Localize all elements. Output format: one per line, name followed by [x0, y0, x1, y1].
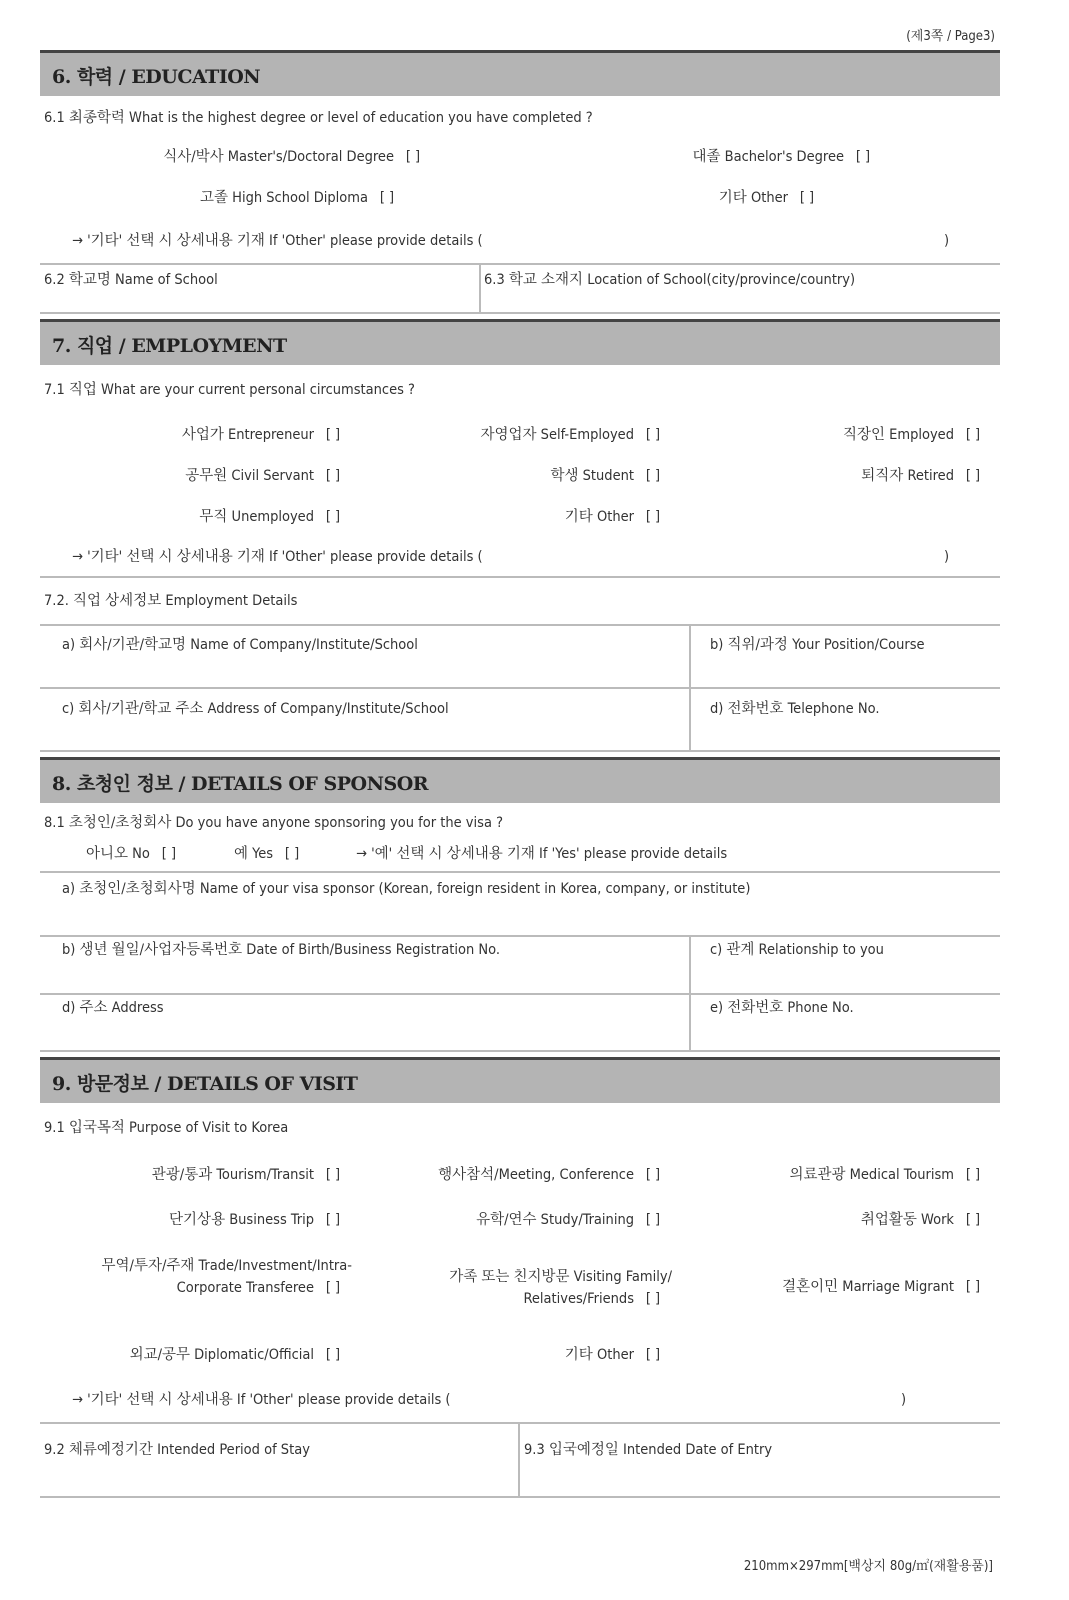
section-title: 9. 방문정보 / DETAILS OF VISIT [52, 1073, 358, 1095]
checkbox[interactable]: [ ] [965, 468, 981, 484]
field-sponsor-name[interactable]: a) 초청인/초청회사명 Name of your visa sponsor (Korean, foreign resident in Korea, company, or institute) [62, 881, 751, 897]
option-visiting-family[interactable]: Relatives/Friends [ ] [523, 1290, 672, 1308]
checkbox[interactable]: [ ] [645, 468, 661, 484]
other-details-close: ) [944, 549, 950, 565]
option-marriage-migrant[interactable]: 결혼이민 Marriage Migrant [ ] [782, 1278, 992, 1296]
option-other[interactable]: 기타 Other [ ] [719, 189, 826, 207]
other-details-close: ) [944, 233, 950, 249]
checkbox[interactable]: [ ] [325, 468, 341, 484]
option-student[interactable]: 학생 Student [ ] [550, 467, 672, 485]
option-other[interactable]: 기타 Other [ ] [565, 1346, 672, 1364]
other-details-close: ) [901, 1392, 907, 1408]
field-period-of-stay[interactable]: 9.2 체류예정기간 Intended Period of Stay [44, 1442, 310, 1458]
checkbox[interactable]: [ ] [325, 509, 341, 525]
option-civil-servant[interactable]: 공무원 Civil Servant [ ] [185, 467, 352, 485]
field-school-location[interactable]: 6.3 학교 소재지 Location of School(city/province/country) [484, 272, 856, 288]
other-details-label: → '기타' 선택 시 상세내용 If 'Other' please provide details ( [72, 1392, 451, 1408]
checkbox[interactable]: [ ] [645, 509, 661, 525]
checkbox[interactable]: [ ] [325, 427, 341, 443]
option-medical-tourism[interactable]: 의료관광 Medical Tourism [ ] [789, 1166, 992, 1184]
option-self-employed[interactable]: 자영업자 Self-Employed [ ] [481, 426, 672, 444]
section-title: 8. 초청인 정보 / DETAILS OF SPONSOR [52, 773, 429, 795]
option-study[interactable]: 유학/연수 Study/Training [ ] [476, 1211, 672, 1229]
question-6-1: 6.1 최종학력 What is the highest degree or level of education you have completed ? [44, 110, 593, 126]
checkbox[interactable]: [ ] [645, 1291, 661, 1307]
field-company-address[interactable]: c) 회사/기관/학교 주소 Address of Company/Institute/School [62, 701, 449, 717]
section-title: 6. 학력 / EDUCATION [52, 66, 261, 88]
checkbox[interactable]: [ ] [965, 427, 981, 443]
field-relationship[interactable]: c) 관계 Relationship to you [710, 942, 884, 958]
question-8-1: 8.1 초청인/초청회사 Do you have anyone sponsoring you for the visa ? [44, 815, 504, 831]
option-no[interactable]: 아니오 No [ ] [86, 845, 188, 863]
checkbox[interactable]: [ ] [645, 427, 661, 443]
checkbox[interactable]: [ ] [379, 190, 395, 206]
option-trade[interactable]: Corporate Transferee [ ] [177, 1279, 352, 1297]
option-diplomatic[interactable]: 외교/공무 Diplomatic/Official [ ] [130, 1346, 352, 1364]
option-retired[interactable]: 퇴직자 Retired [ ] [861, 467, 992, 485]
checkbox[interactable]: [ ] [325, 1280, 341, 1296]
question-7-2: 7.2. 직업 상세정보 Employment Details [44, 593, 298, 609]
option-business-trip[interactable]: 단기상용 Business Trip [ ] [169, 1211, 352, 1229]
option-meeting[interactable]: 행사참석/Meeting, Conference [ ] [438, 1166, 672, 1184]
checkbox[interactable]: [ ] [325, 1212, 341, 1228]
option-employed[interactable]: 직장인 Employed [ ] [843, 426, 992, 444]
checkbox[interactable]: [ ] [645, 1167, 661, 1183]
checkbox[interactable]: [ ] [645, 1347, 661, 1363]
question-7-1: 7.1 직업 What are your current personal circumstances ? [44, 382, 415, 398]
option-other[interactable]: 기타 Other [ ] [565, 508, 672, 526]
option-masters[interactable]: 식사/박사 Master's/Doctoral Degree [ ] [163, 148, 432, 166]
section-6-header [40, 50, 1000, 96]
checkbox[interactable]: [ ] [855, 149, 871, 165]
checkbox[interactable]: [ ] [965, 1212, 981, 1228]
other-details-label: → '기타' 선택 시 상세내용 기재 If 'Other' please provide details ( [72, 233, 483, 249]
question-9-1: 9.1 입국목적 Purpose of Visit to Korea [44, 1120, 289, 1136]
option-high-school[interactable]: 고졸 High School Diploma [ ] [200, 189, 406, 207]
field-company-name[interactable]: a) 회사/기관/학교명 Name of Company/Institute/School [62, 637, 418, 653]
yes-details-note: → '예' 선택 시 상세내용 기재 If 'Yes' please provide details [356, 846, 728, 862]
option-entrepreneur[interactable]: 사업가 Entrepreneur [ ] [182, 426, 352, 444]
field-sponsor-address[interactable]: d) 주소 Address [62, 1000, 164, 1016]
checkbox[interactable]: [ ] [325, 1167, 341, 1183]
option-trade-line1: 무역/투자/주재 Trade/Investment/Intra- [101, 1258, 352, 1274]
option-work[interactable]: 취업활동 Work [ ] [861, 1211, 992, 1229]
field-sponsor-dob[interactable]: b) 생년 월일/사업자등록번호 Date of Birth/Business Registration No. [62, 942, 501, 958]
field-date-of-entry[interactable]: 9.3 입국예정일 Intended Date of Entry [524, 1442, 773, 1458]
field-school-name[interactable]: 6.2 학교명 Name of School [44, 272, 218, 288]
checkbox[interactable]: [ ] [161, 846, 177, 862]
section-7-header [40, 319, 1000, 365]
option-bachelors[interactable]: 대졸 Bachelor's Degree [ ] [692, 148, 882, 166]
section-9-header [40, 1057, 1000, 1103]
checkbox[interactable]: [ ] [284, 846, 300, 862]
option-visiting-line1: 가족 또는 친지방문 Visiting Family/ [449, 1269, 672, 1285]
option-yes[interactable]: 예 Yes [ ] [234, 845, 311, 863]
checkbox[interactable]: [ ] [405, 149, 421, 165]
option-unemployed[interactable]: 무직 Unemployed [ ] [199, 508, 352, 526]
section-8-header [40, 757, 1000, 803]
checkbox[interactable]: [ ] [645, 1212, 661, 1228]
field-sponsor-phone[interactable]: e) 전화번호 Phone No. [710, 1000, 854, 1016]
page-label: (제3쪽 / Page3) [906, 29, 995, 44]
option-tourism[interactable]: 관광/통과 Tourism/Transit [ ] [152, 1166, 352, 1184]
checkbox[interactable]: [ ] [965, 1167, 981, 1183]
other-details-label: → '기타' 선택 시 상세내용 기재 If 'Other' please provide details ( [72, 549, 483, 565]
field-position[interactable]: b) 직위/과정 Your Position/Course [710, 637, 925, 653]
checkbox[interactable]: [ ] [799, 190, 815, 206]
field-telephone[interactable]: d) 전화번호 Telephone No. [710, 701, 880, 717]
checkbox[interactable]: [ ] [325, 1347, 341, 1363]
checkbox[interactable]: [ ] [965, 1279, 981, 1295]
section-title: 7. 직업 / EMPLOYMENT [52, 335, 287, 357]
paper-spec-footer: 210mm×297mm[백상지 80g/㎡(재활용품)] [743, 1559, 993, 1574]
